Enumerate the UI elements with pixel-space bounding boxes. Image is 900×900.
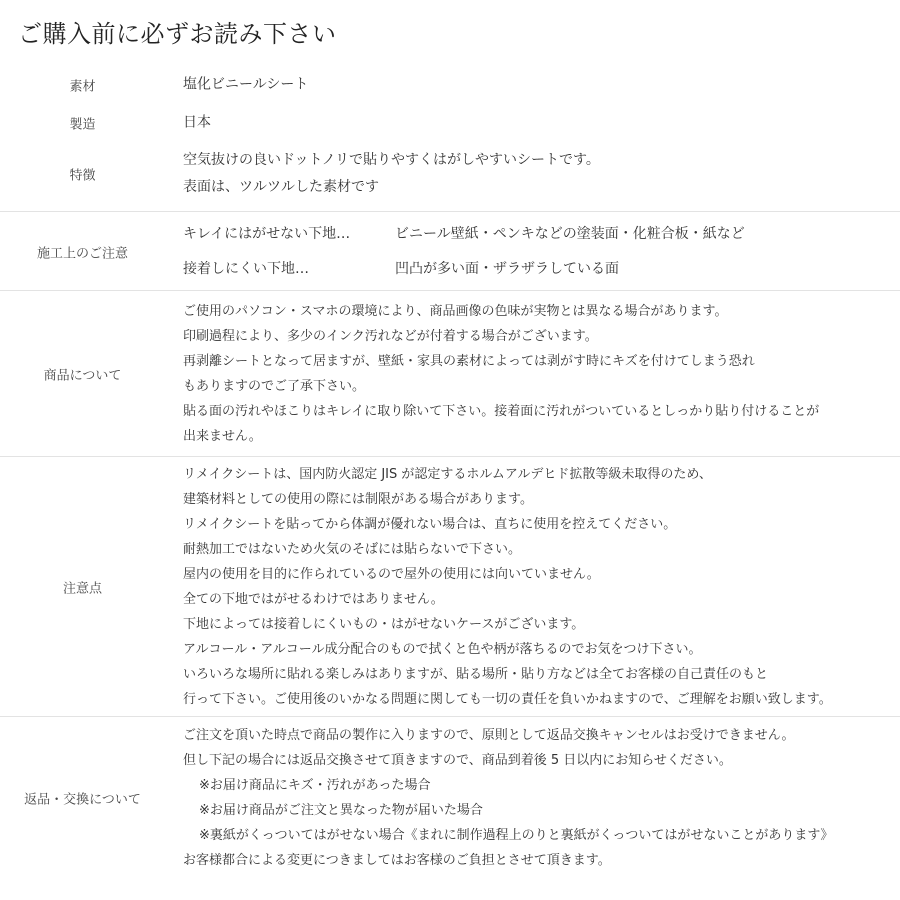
caution-line: 耐熱加工ではないため火気のそばには貼らないで下さい。 bbox=[183, 542, 522, 557]
product-text bbox=[183, 299, 890, 449]
install-label: 施工上のご注意 bbox=[36, 246, 128, 262]
returns-text bbox=[183, 723, 890, 873]
returns-item: ※裏紙がくっついてはがせない場合《まれに制作過程上のりと裏紙がくっついてはがせないことがあります》 bbox=[199, 828, 834, 843]
returns-label: 返品・交換について bbox=[24, 792, 141, 808]
install-row-key: 接着しにくい下地… bbox=[183, 261, 309, 277]
install-row bbox=[183, 252, 890, 287]
section-caution bbox=[0, 456, 900, 717]
section-features bbox=[0, 146, 900, 202]
section-origin bbox=[0, 106, 900, 140]
install-row-value: ビニール壁紙・ペンキなどの塗装面・化粧合板・紙など bbox=[395, 226, 745, 242]
returns-line: 但し下記の場合には返品交換させて頂きますので、商品到着後 5 日以内にお知らせください。 bbox=[183, 753, 732, 768]
features-line: 空気抜けの良いドットノリで貼りやすくはがしやすいシートです。 bbox=[183, 152, 600, 168]
returns-item: ※お届け商品がご注文と異なった物が届いた場合 bbox=[199, 803, 483, 818]
section-material bbox=[0, 68, 900, 102]
features-label: 特徴 bbox=[69, 168, 96, 184]
returns-line: ご注文を頂いた時点で商品の製作に入りますので、原則として返品交換キャンセルはお受けできません。 bbox=[183, 728, 795, 743]
features-text bbox=[183, 147, 890, 201]
product-line: 貼る面の汚れやほこりはキレイに取り除いて下さい。接着面に汚れがついているとしっかり貼り付けることが bbox=[183, 404, 820, 419]
material-label: 素材 bbox=[69, 79, 96, 95]
returns-item: ※お届け商品にキズ・汚れがあった場合 bbox=[199, 778, 431, 793]
product-line: 出来ません。 bbox=[183, 429, 262, 444]
caution-line: いろいろな場所に貼れる楽しみはありますが、貼る場所・貼り方などは全てお客様の自己責任のもと bbox=[183, 667, 769, 682]
caution-line: 建築材料としての使用の際には制限がある場合があります。 bbox=[183, 492, 533, 507]
origin-label: 製造 bbox=[69, 117, 96, 133]
product-line: もありますのでご了承下さい。 bbox=[183, 379, 366, 394]
section-install bbox=[0, 211, 900, 292]
product-line: ご使用のパソコン・スマホの環境により、商品画像の色味が実物とは異なる場合があります。 bbox=[183, 304, 728, 319]
page-title: ご購入前に必ずお読み下さい bbox=[18, 20, 337, 48]
caution-line: 屋内の使用を目的に作られているので屋外の使用には向いていません。 bbox=[183, 567, 600, 582]
section-product bbox=[0, 290, 900, 457]
caution-text bbox=[183, 462, 890, 712]
section-returns bbox=[0, 716, 900, 879]
caution-line: アルコール・アルコール成分配合のもので拭くと色や柄が落ちるのでお気をつけ下さい。 bbox=[183, 642, 702, 657]
product-label: 商品について bbox=[43, 368, 122, 384]
material-value: 塩化ビニールシート bbox=[183, 76, 309, 93]
caution-line: 下地によっては接着しにくいもの・はがせないケースがございます。 bbox=[183, 617, 585, 632]
caution-line: 全ての下地ではがせるわけではありません。 bbox=[183, 592, 444, 607]
caution-line: 行って下さい。ご使用後のいかなる問題に関しても一切の責任を負いかねますので、ご理解をお願い致します。 bbox=[183, 692, 832, 707]
product-line: 印刷過程により、多少のインク汚れなどが付着する場合がございます。 bbox=[183, 329, 598, 344]
install-table bbox=[183, 217, 890, 287]
install-row-key: キレイにはがせない下地… bbox=[183, 226, 351, 242]
caution-line: リメイクシートは、国内防火認定 JIS が認定するホルムアルデヒド拡散等級未取得のため、 bbox=[183, 467, 712, 482]
caution-label: 注意点 bbox=[62, 581, 102, 597]
product-line: 再剥離シートとなって居ますが、壁紙・家具の素材によっては剥がす時にキズを付けてしまう恐れ bbox=[183, 354, 755, 369]
returns-line: お客様都合による変更につきましてはお客様のご負担とさせて頂きます。 bbox=[183, 853, 611, 868]
install-row-value: 凹凸が多い面・ザラザラしている面 bbox=[395, 261, 619, 277]
caution-line: リメイクシートを貼ってから体調が優れない場合は、直ちに使用を控えてください。 bbox=[183, 517, 677, 532]
features-line: 表面は、ツルツルした素材です bbox=[183, 179, 379, 195]
install-row bbox=[183, 217, 890, 252]
origin-value: 日本 bbox=[183, 114, 211, 131]
